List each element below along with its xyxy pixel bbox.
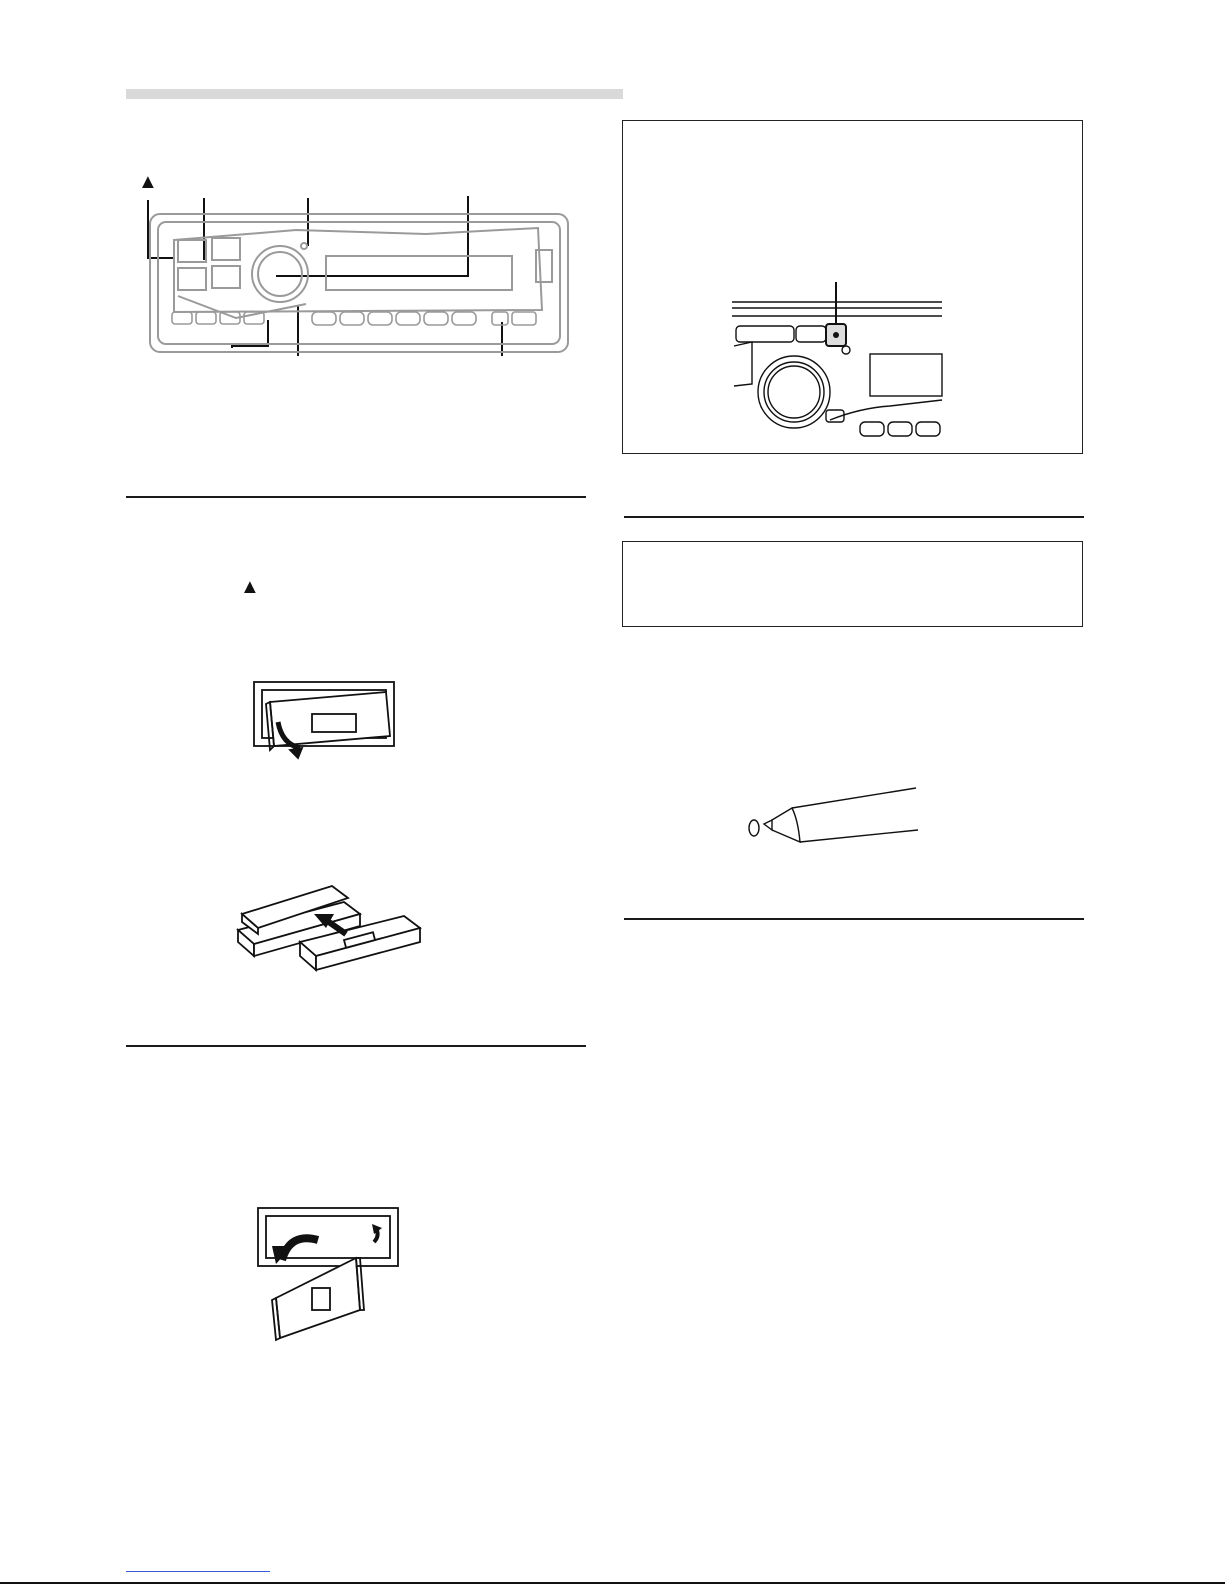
section-divider	[624, 918, 1084, 920]
detach-panel-figure	[250, 676, 400, 766]
eject-icon: ▲	[240, 576, 260, 598]
section-divider	[126, 496, 586, 498]
eject-icon: ▲	[138, 171, 158, 193]
section-header-bar	[126, 89, 623, 99]
section-divider	[624, 516, 1084, 518]
attach-panel-figure	[256, 1206, 406, 1336]
page-bottom-rule	[0, 1582, 1225, 1584]
note-box	[622, 541, 1083, 627]
footer-link-underline[interactable]	[126, 1571, 270, 1572]
section-divider	[126, 1045, 586, 1047]
panel-case-figure	[234, 878, 424, 988]
front-panel-drawing	[126, 160, 586, 370]
reset-button-figure	[730, 282, 942, 434]
ballpoint-pen-icon	[746, 784, 922, 844]
front-panel-figure	[126, 160, 586, 370]
